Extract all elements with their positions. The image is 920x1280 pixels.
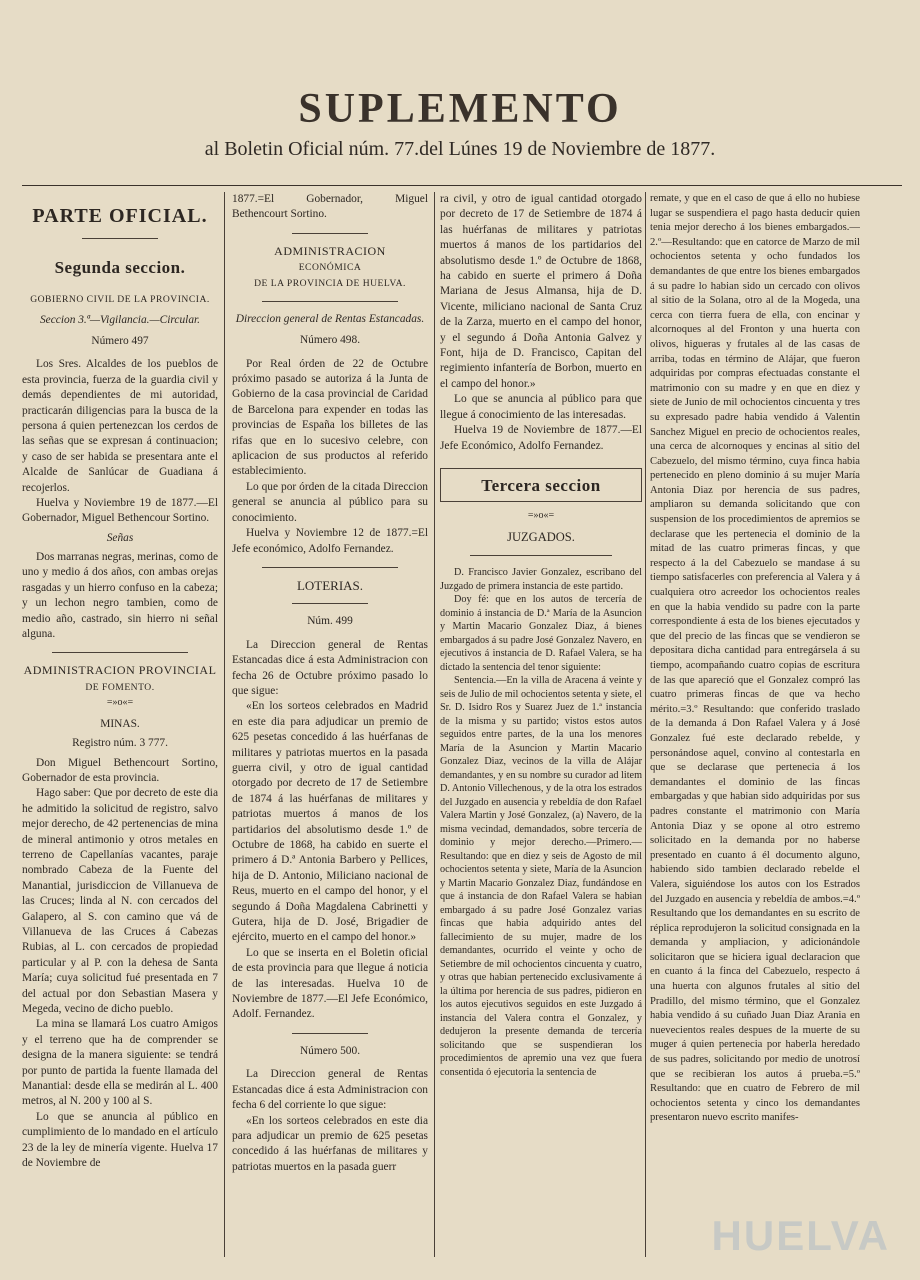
paragraph: remate, y que en el caso de que á ello no hubiese lugar se suspendiera el pago hasta deducir quien tenia mejor derecho á los bienes embargados.—2.º—Resultando: que en catorce de Marzo de mil ochocientos setenta y ocho fundados los demandantes de que entre los bienes embargados á su padre lo habian sido un cercado con olivos al sitio de la Solana, otro al de la Mogeda, una cerca con tierra fuera de ella, con encinar y alcornoques al del Fronton y una huerta con olivos, higueras y frutales al de las casas de arriba, todas en término de Alájar, que fueron adquiridas por compras efectuadas constante el matrimonio con su madre y en que en diez y siete de Junio de mil ochocientos cincuenta y tres su expresado padre habia vendido á Valentin Sanchez Miguel en precio de ochocientos reales, una cerca de alcornoques y encinas al sitio del Cabezuelo, del mismo término, cuya finca habia pertenecido en pleno dominio á su mujer María Antonia Diaz por herencia de sus padres, ampliaron su demanda solicitando que con suspension de los procedimientos de apremios se declarase que les pertenecia el dominio de la mitad de las cuatro primeras fincas, y que respecto á la del Cabezuelo se mandase á su tiempo satisfacerles con preferencia al Valera y á cualquiera otro acreedor los ochocientos reales en que la habia vendido su padre con la parte correspondiente á esta de los bienes ejecutados y que del precio de las fincas que se vendieron se depositara dicha cantidad para entregársela á su tiempo, acompañando cuatro copias de escritura de las que aparecíó que el Gonzalez compró las cuatro primeras fincas de que va hecho mérito.=3.º Resultando: que conferido traslado de la demanda á Don Rafael Valera y á José Gonzalez fué este declarado rebelde, y personándose aquel, convino al contestarla en que se declarase que pertenecia á los demandantes el dominio de las fincas embargadas y que habian sido adquiridas por sus padres constante el matrimonio con María Antonia Diaz y se opone al otro estremo solicitado en la demanda por no haberse presentado en cuanto á él documento alguno, habiendo sido tambien declarado rebelde el Valera, siguiéndose los autos con los Estrados del Juzgado en ausencia y rebeldía de ambos.=4.º Resultando que los demandantes en su escrito de réplica reprodujeron la solicitud consignada en la demanda y ampliacion, y adicionándole solicitaron que se hiciera igual declaracion que en cuanto á la finca del Cabezuelo, respecto á una huerta con algunos frutales al sitio del Pradillo, del mismo término, que el Gonzalez habia vendido á su cuñado Juan Diaz Arania en nuevecientos reales despues de la muerte de su muger á quien pertenecia por haberla heredado de sus padres, solicitando por medio de unotrosí que se recibieran los autos á prueba.=5.º Resultando: que en cuatro de Febrero de mil ochocientos setenta y cinco los demandantes presentaron nuevo escrito manifes-: [650, 193, 860, 1124]
masthead-title: SUPLEMENTO: [298, 86, 622, 132]
registro-line: Registro núm. 3 777.: [72, 737, 168, 750]
direccion-heading: Direccion general de Rentas Estancadas.: [235, 313, 425, 326]
numero-498: Número 498.: [299, 334, 361, 347]
paragraph: Por Real órden de 22 de Octubre próximo pasado se autoriza á la Junta de Gobierno de la casa provincial de Caridad de Barcelona para expender en todas las provincias de España los billetes de las rifas que en lo sucesivo celebre, con aplicacion de sus productos al referido establecimiento.: [232, 357, 428, 478]
paragraph: Lo que por órden de la citada Direccion general se anuncia al público para su conocimiento.: [232, 480, 428, 524]
paragraph: Huelva y Noviembre 19 de 1877.—El Gobernador, Miguel Bethencour Sortino.: [22, 497, 218, 525]
divider: [292, 1033, 368, 1034]
columns: [0, 192, 920, 1262]
divider: [262, 567, 398, 568]
admin-provincial-heading: ADMINISTRACION PROVINCIAL: [23, 663, 217, 678]
senas-label: Señas: [106, 531, 134, 544]
divider: [470, 555, 612, 556]
divider: [262, 301, 398, 302]
ornament: =»o«=: [527, 509, 555, 521]
paragraph: D. Francisco Javier Gonzalez, escribano del Juzgado de primera instancia de este partido.: [440, 567, 642, 592]
top-rule: [22, 185, 902, 186]
library-watermark: HUELVA: [711, 1212, 890, 1259]
ornament: =»o«=: [106, 696, 134, 708]
paragraph: La Direccion general de Rentas Estancadas dice á esta Administracion con fecha 6 del corriente lo que sigue:: [232, 1068, 428, 1112]
paragraph: Hago saber: Que por decreto de este dia he admitido la solicitud de registro, salvo mejor derecho, de 42 pertenencias de mina de mineral antimonio y otros metales en terreno de Capellanías vacantes, paraje nombrado Cabeza de la Fuente del Manantial, jurisdiccion de Villanueva de las Cruces; linda al N. con cercados del Galapero, al S. con camino que vá de Villanueva de las Cruces á Cabezas Rubias, al L. con cercados de propiedad particular y al P. con la dehesa de Santa María; cuya solicitud fué presentada en 7 del actual por don Sebastian Masera y Megeda, vecino de dicho pueblo.: [22, 787, 218, 1016]
paragraph: Los Sres. Alcaldes de los pueblos de esta provincia, fuerza de la guardia civil y demás dependientes de mi autoridad, practicarán diligencias para la busca de la persona á quien pertenezcan los cerdos de las señas que se expresan á continuacion; y caso de ser habida se presentara ante el Alcalde de Sanlúcar de Guadiana á recojerlos.: [22, 358, 218, 494]
gobierno-heading: GOBIERNO CIVIL DE LA PROVINCIA.: [30, 294, 210, 305]
tercera-seccion-heading: Tercera seccion: [481, 475, 601, 495]
paragraph: Doy fé: que en los autos de tercería de dominio á instancia de D.ª María de la Asuncion y Martin Macario Gonzalez Diaz, á bienes embargados á su padre José Gonzalez Navero, en ejecutivos á instancia de D. Rafael Valera, se ha dictado la sentencia del tenor siguiente:: [440, 594, 642, 673]
paragraph: Sentencia.—En la villa de Aracena á veinte y seis de Julio de mil ochocientos setenta y siete, el Sr. D. Isidro Ros y Suarez Juez de 1.ª instancia de la misma y su partido; vistos estos autos seguidos entre partes, de la una los menores María de la Asuncion y Martin Macario Gonzalez Diaz, vecinos de la villa de Alájar demandantes, y en su nombre su curador ad litem D. Antonio Villechenous, y de la otra los estrados del Juzgado en ausencia y rebeldía de don Rafael Valera Martin y José Gonzalez, (a) Navero, de la misma vecindad, demandados, sobre tercería de dominio y mejor derecho.—Primero.—Resultando: que en diez y seis de Agosto de mil ochocientos setenta y siete, María de la Asuncion y Martin Macario Gonzalez Diaz, fundándose en que á instancia de don Rafael Valera se habian embargado á su padre José Gonzalez varias fincas que habia adquirido antes del fallecimiento de su mujer, madre de los demandantes, ocurrido el veinte y ocho de Setiembre de mil ochocientos cincuenta y cuatro, y otras que habian pertenecido exclusivamente á la última por herencia de sus padres, pidieron en los autos ejecutivos seguidos en este Juzgado á instancia del Valera contra el Gonzalez, y dedujeron la presente demanda de tercería solicitando que se suspendieran los procedimientos de apremio una vez que fuera consentida ó ejecutoria la sentencia de: [440, 675, 642, 1078]
numero-500: Número 500.: [299, 1044, 361, 1057]
provincia-label: DE LA PROVINCIA DE HUELVA.: [254, 278, 406, 290]
administracion-heading: ADMINISTRACION: [274, 243, 386, 258]
paragraph: Lo que se anuncia al público en cumplimiento de lo mandado en el artículo 23 de la ley de minería vigente. Huelva 17 de Noviembre de: [22, 1110, 218, 1170]
paragraph: Don Miguel Bethencourt Sortino, Gobernador de esta provincia.: [22, 756, 218, 784]
paragraph: Lo que se inserta en el Boletin oficial de esta provincia para que llegue á noticia de las interesadas. Huelva 10 de Noviembre de 1877.—El Jefe Económico, Adolf. Fernandez.: [232, 946, 428, 1021]
de-fomento: DE FOMENTO.: [85, 681, 155, 693]
column-4: [650, 192, 860, 1257]
divider: [292, 233, 368, 234]
paragraph: Dos marranas negras, merinas, como de uno y medio á dos años, con ambas orejas rasgadas y un hierro confuso en la cabeza; y un lechon negro tambien, como de medio año, castrado, sin hierro ni señal alguna.: [22, 550, 218, 640]
column-1: [22, 192, 218, 1257]
divider: [292, 603, 368, 604]
paragraph: Lo que se anuncia al público para que llegue á conocimiento de las interesadas.: [440, 393, 642, 421]
paragraph: ra civil, y otro de igual cantidad otorgado por decreto de 17 de Setiembre de 1874 á las huérfanas de militares y patriotas muertos á manos de los partidarios del absolutismo desde 1.º de Octubre de 1868, ha cabido en suerte el primero á Doña Mariana de Jesus Almansa, hija de D. Vicente, miliciano nacional de Santa Cruz de la Zarza, muerto en el campo del honor, y el segundo á Doña Antonia Galvez y Font, hija de D. Francisco, Capitan del regimiento infantería de Borbon, muerto en el campo del honor.»: [440, 193, 642, 390]
seccion-line: Seccion 3.ª—Vigilancia.—Circular.: [39, 314, 201, 326]
paragraph: «En los sorteos celebrados en Madrid en este dia para adjudicar un premio de 625 pesetas concedido á las huérfanas de militares y patriotas muertos en la pasada guerra civil, y otro de igual cantidad otorgado por decreto de 17 de Setiembre de 1874 á las huérfanas de militares y patriotas muertos á manos de los partidarios del absolutismo desde 1.º de Octubre de 1868, ha cabido en suerte el primero á D.ª Antonia Barbero y Pellices, hija de D. Antonio, Miliciano nacional de Reus, muerto en el campo del honor, y el segundo á Doña Magdalena Cabrinetti y Gutera, hija de D. José, Brigadier de ejército, muerto en el campo del honor.»: [232, 700, 428, 944]
seccion-heading: Segunda seccion.: [54, 258, 186, 277]
loterias-heading: LOTERIAS.: [296, 577, 364, 593]
paragraph: Huelva y Noviembre 12 de 1877.=El Jefe económico, Adolfo Fernandez.: [232, 527, 428, 555]
paragraph: «En los sorteos celebrados en este dia para adjudicar un premio de 625 pesetas concedido á las huérfanas de militares y patriotas muertos en la pasada guerr: [232, 1114, 428, 1173]
paragraph: 1877.=El Gobernador, Miguel Bethencourt Sortino.: [232, 193, 428, 221]
column-3: [440, 192, 642, 1257]
divider: [52, 652, 188, 653]
numero-497: Número 497: [91, 335, 149, 347]
masthead: [0, 86, 920, 162]
minas-heading: MINAS.: [100, 717, 140, 730]
tercera-seccion-box: [440, 468, 642, 502]
masthead-subtitle: al Boletin Oficial núm. 77.del Lúnes 19 de Noviembre de 1877.: [204, 138, 716, 160]
juzgados-heading: JUZGADOS.: [507, 529, 575, 544]
numero-499: Núm. 499: [307, 615, 353, 628]
column-2: [232, 192, 428, 1257]
paragraph: La Direccion general de Rentas Estancadas dice á esta Administracion con fecha 26 de Octubre próximo pasado lo que sigue:: [232, 638, 428, 697]
paragraph: La mina se llamará Los cuatro Amigos y el terreno que ha de comprender se designa de la manera siguiente: se tendrá por punto de partida la fuente llamada del Manantial: desde ella se medirán al L. 400 metros, al N. 200 y 100 al S.: [22, 1018, 218, 1108]
paragraph: Huelva 19 de Noviembre de 1877.—El Jefe Económico, Adolfo Fernandez.: [440, 424, 642, 452]
economica-label: ECONÓMICA: [298, 262, 362, 274]
parte-oficial-heading: PARTE OFICIAL.: [32, 205, 208, 227]
divider: [82, 238, 158, 239]
